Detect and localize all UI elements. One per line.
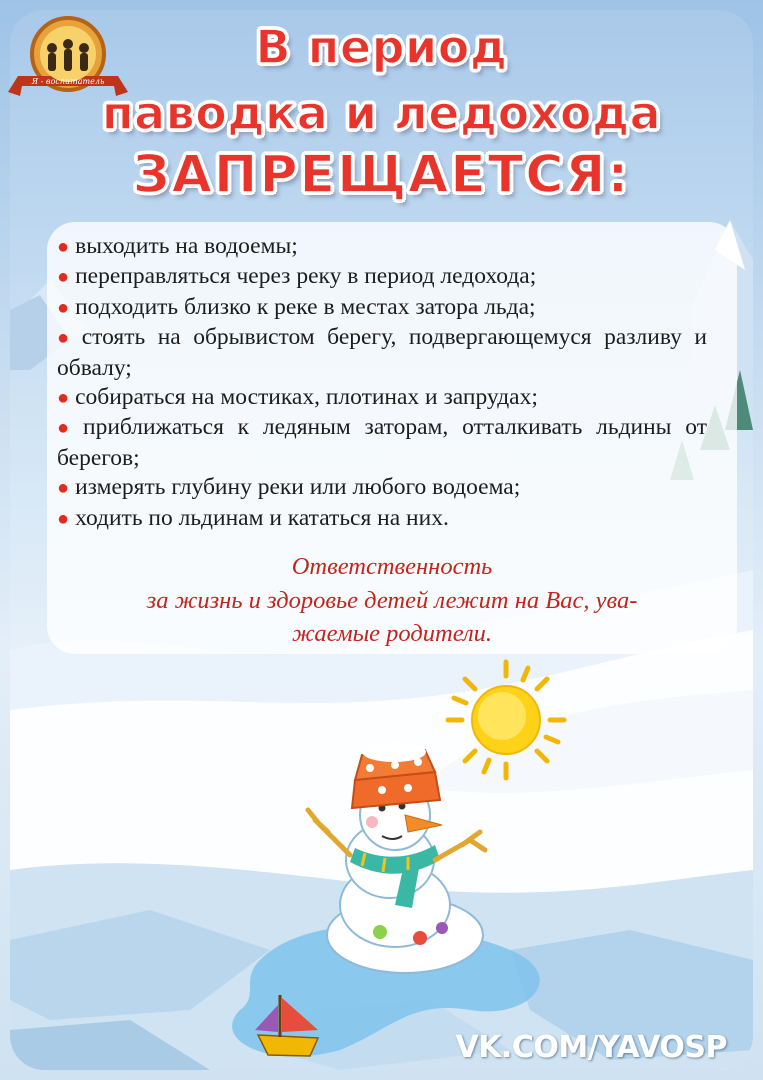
bullet-icon: ●: [57, 387, 70, 410]
bullet-icon: ●: [57, 507, 70, 530]
bullet-icon: ●: [57, 236, 70, 258]
responsibility-line-2: за жизнь и здоровье детей лежит на Вас, ува-: [146, 587, 638, 614]
title-line-1: В период: [255, 20, 508, 74]
bullet-icon: ●: [57, 477, 70, 500]
list-item: ● выходить на водоемы;: [57, 233, 298, 259]
list-item: ● ходить по льдинам и кататься на них.: [57, 504, 449, 531]
logo-caption: Я - воспитатель: [31, 77, 105, 86]
responsibility-line-3: жаемые родители.: [291, 620, 493, 647]
vk-link[interactable]: VK.COM/YAVOSP: [455, 1030, 727, 1065]
bullet-icon: ●: [57, 417, 78, 440]
list-item: ● стоять на обрывистом берегу, подвергающемуся разливу и обвалу;: [57, 324, 707, 381]
list-item: ● переправляться через реку в период ледохода;: [57, 263, 537, 290]
list-item: ● собираться на мостиках, плотинах и запрудах;: [57, 384, 538, 411]
rules-list: [57, 232, 707, 534]
list-item: ● приближаться к ледяным заторам, отталкивать льдины от берегов;: [57, 414, 707, 471]
title-line-2: паводка и ледохода: [101, 86, 662, 140]
title-line-3: ЗАПРЕЩАЕТСЯ:: [132, 145, 631, 205]
list-item: ● подходить близко к реке в местах затора льда;: [57, 293, 536, 320]
bullet-icon: ●: [57, 266, 70, 289]
responsibility-line-1: Ответственность: [291, 553, 493, 580]
bullet-icon: ●: [57, 327, 76, 350]
bullet-icon: ●: [57, 296, 70, 319]
list-item: ● измерять глубину реки или любого водоема;: [57, 474, 521, 501]
